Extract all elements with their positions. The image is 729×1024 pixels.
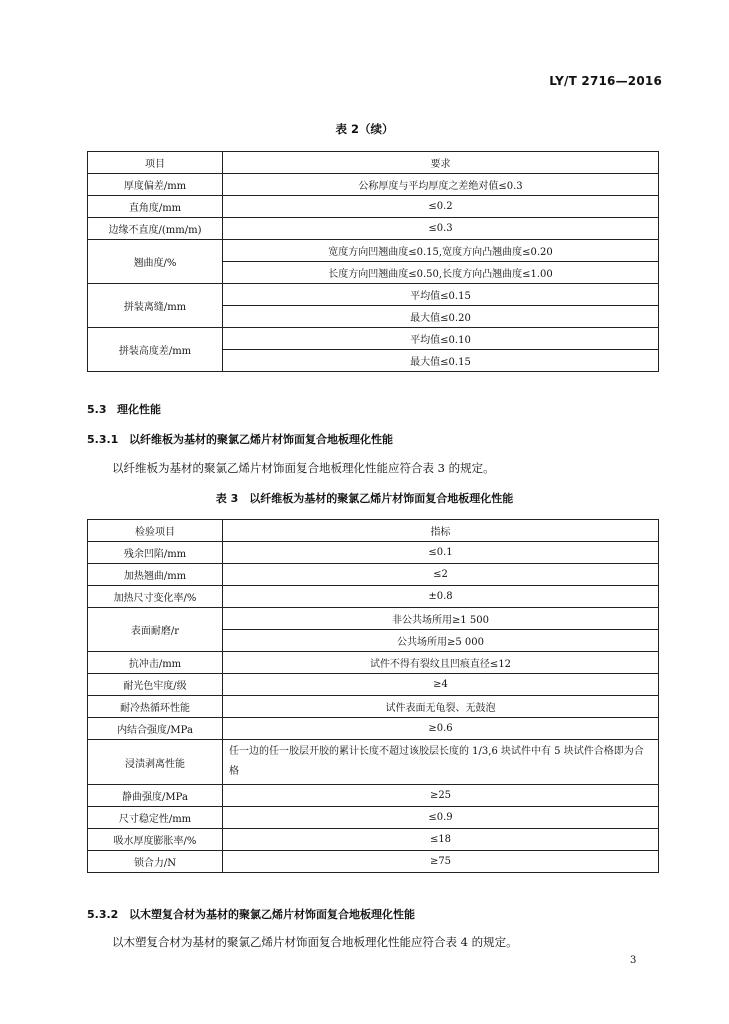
item-cell: 翘曲度/% — [88, 240, 223, 284]
item-cell: 耐冷热循环性能 — [88, 696, 223, 718]
requirement-cell: 平均值≤0.15 — [223, 284, 659, 306]
value-cell: ≤0.1 — [223, 542, 659, 564]
item-cell: 拼装高度差/mm — [88, 328, 223, 372]
item-cell: 边缘不直度/(mm/m) — [88, 218, 223, 240]
table-row — [88, 586, 659, 608]
table-row — [88, 608, 659, 630]
table-row — [88, 284, 659, 306]
table-row — [88, 542, 659, 564]
item-cell: 吸水厚度膨胀率/% — [88, 829, 223, 851]
requirement-cell: 平均值≤0.10 — [223, 328, 659, 350]
value-cell: ≤2 — [223, 564, 659, 586]
section-number: 5.3.1 — [87, 433, 119, 446]
table-row — [88, 564, 659, 586]
section-title: 以纤维板为基材的聚氯乙烯片材饰面复合地板理化性能 — [129, 433, 393, 446]
section-5-3-1-paragraph: 以纤维板为基材的聚氯乙烯片材饰面复合地板理化性能应符合表 3 的规定。 — [112, 461, 495, 475]
requirement-cell: 公称厚度与平均厚度之差绝对值≤0.3 — [223, 174, 659, 196]
table-row — [88, 328, 659, 350]
table-row — [88, 807, 659, 829]
value-cell: 试件不得有裂纹且凹痕直径≤12 — [223, 652, 659, 674]
section-5-3-1-heading — [87, 431, 393, 447]
item-cell: 耐光色牢度/级 — [88, 674, 223, 696]
item-cell: 表面耐磨/r — [88, 608, 223, 652]
value-cell: ≥25 — [223, 785, 659, 807]
item-cell: 锁合力/N — [88, 851, 223, 873]
table-header-cell: 要求 — [223, 152, 659, 174]
item-cell: 加热翘曲/mm — [88, 564, 223, 586]
table-row — [88, 240, 659, 262]
table-row — [88, 652, 659, 674]
table-header-cell: 项目 — [88, 152, 223, 174]
section-title: 以木塑复合材为基材的聚氯乙烯片材饰面复合地板理化性能 — [129, 908, 415, 921]
item-cell: 浸渍剥离性能 — [88, 740, 223, 785]
section-5-3-heading — [87, 401, 161, 417]
value-cell: 任一边的任一胶层开胶的累计长度不超过该胶层长度的 1/3,6 块试件中有 5 块试件合格即为合格 — [223, 740, 659, 785]
item-cell: 尺寸稳定性/mm — [88, 807, 223, 829]
table-header-row — [88, 520, 659, 542]
value-cell: ±0.8 — [223, 586, 659, 608]
item-cell: 内结合强度/MPa — [88, 718, 223, 740]
item-cell: 残余凹陷/mm — [88, 542, 223, 564]
table-row — [88, 851, 659, 873]
value-cell: ≤18 — [223, 829, 659, 851]
item-cell: 静曲强度/MPa — [88, 785, 223, 807]
value-cell: ≥0.6 — [223, 718, 659, 740]
table-row — [88, 674, 659, 696]
table-row — [88, 696, 659, 718]
section-5-3-2-heading — [87, 906, 415, 922]
table3-caption: 表 3 以纤维板为基材的聚氯乙烯片材饰面复合地板理化性能 — [215, 492, 514, 505]
requirement-cell: 最大值≤0.20 — [223, 306, 659, 328]
requirement-cell: ≤0.3 — [223, 218, 659, 240]
table2-caption: 表 2（续） — [335, 122, 394, 136]
table-row — [88, 218, 659, 240]
value-cell: 公共场所用≥5 000 — [223, 630, 659, 652]
item-cell: 直角度/mm — [88, 196, 223, 218]
table-row — [88, 740, 659, 785]
requirement-cell: 长度方向凹翘曲度≤0.50,长度方向凸翘曲度≤1.00 — [223, 262, 659, 284]
section-number: 5.3.2 — [87, 908, 119, 921]
table-row — [88, 829, 659, 851]
value-cell: 试件表面无龟裂、无鼓泡 — [223, 696, 659, 718]
item-cell: 加热尺寸变化率/% — [88, 586, 223, 608]
page-number: 3 — [630, 955, 637, 966]
value-cell: ≥75 — [223, 851, 659, 873]
table-row — [88, 785, 659, 807]
requirement-cell: 宽度方向凹翘曲度≤0.15,宽度方向凸翘曲度≤0.20 — [223, 240, 659, 262]
table-header-cell: 检验项目 — [88, 520, 223, 542]
section-number: 5.3 — [87, 403, 107, 416]
value-cell: ≥4 — [223, 674, 659, 696]
section-title: 理化性能 — [117, 403, 161, 416]
requirement-cell: 最大值≤0.15 — [223, 350, 659, 372]
item-cell: 抗冲击/mm — [88, 652, 223, 674]
requirement-cell: ≤0.2 — [223, 196, 659, 218]
table-header-row — [88, 152, 659, 174]
table-row — [88, 196, 659, 218]
table3 — [87, 519, 659, 873]
item-cell: 拼装离缝/mm — [88, 284, 223, 328]
value-cell: ≤0.9 — [223, 807, 659, 829]
section-5-3-2-paragraph: 以木塑复合材为基材的聚氯乙烯片材饰面复合地板理化性能应符合表 4 的规定。 — [112, 935, 518, 949]
value-cell: 非公共场所用≥1 500 — [223, 608, 659, 630]
table-row — [88, 174, 659, 196]
table-row — [88, 718, 659, 740]
item-cell: 厚度偏差/mm — [88, 174, 223, 196]
table-header-cell: 指标 — [223, 520, 659, 542]
table2 — [87, 151, 659, 372]
standard-number: LY/T 2716—2016 — [549, 74, 662, 88]
